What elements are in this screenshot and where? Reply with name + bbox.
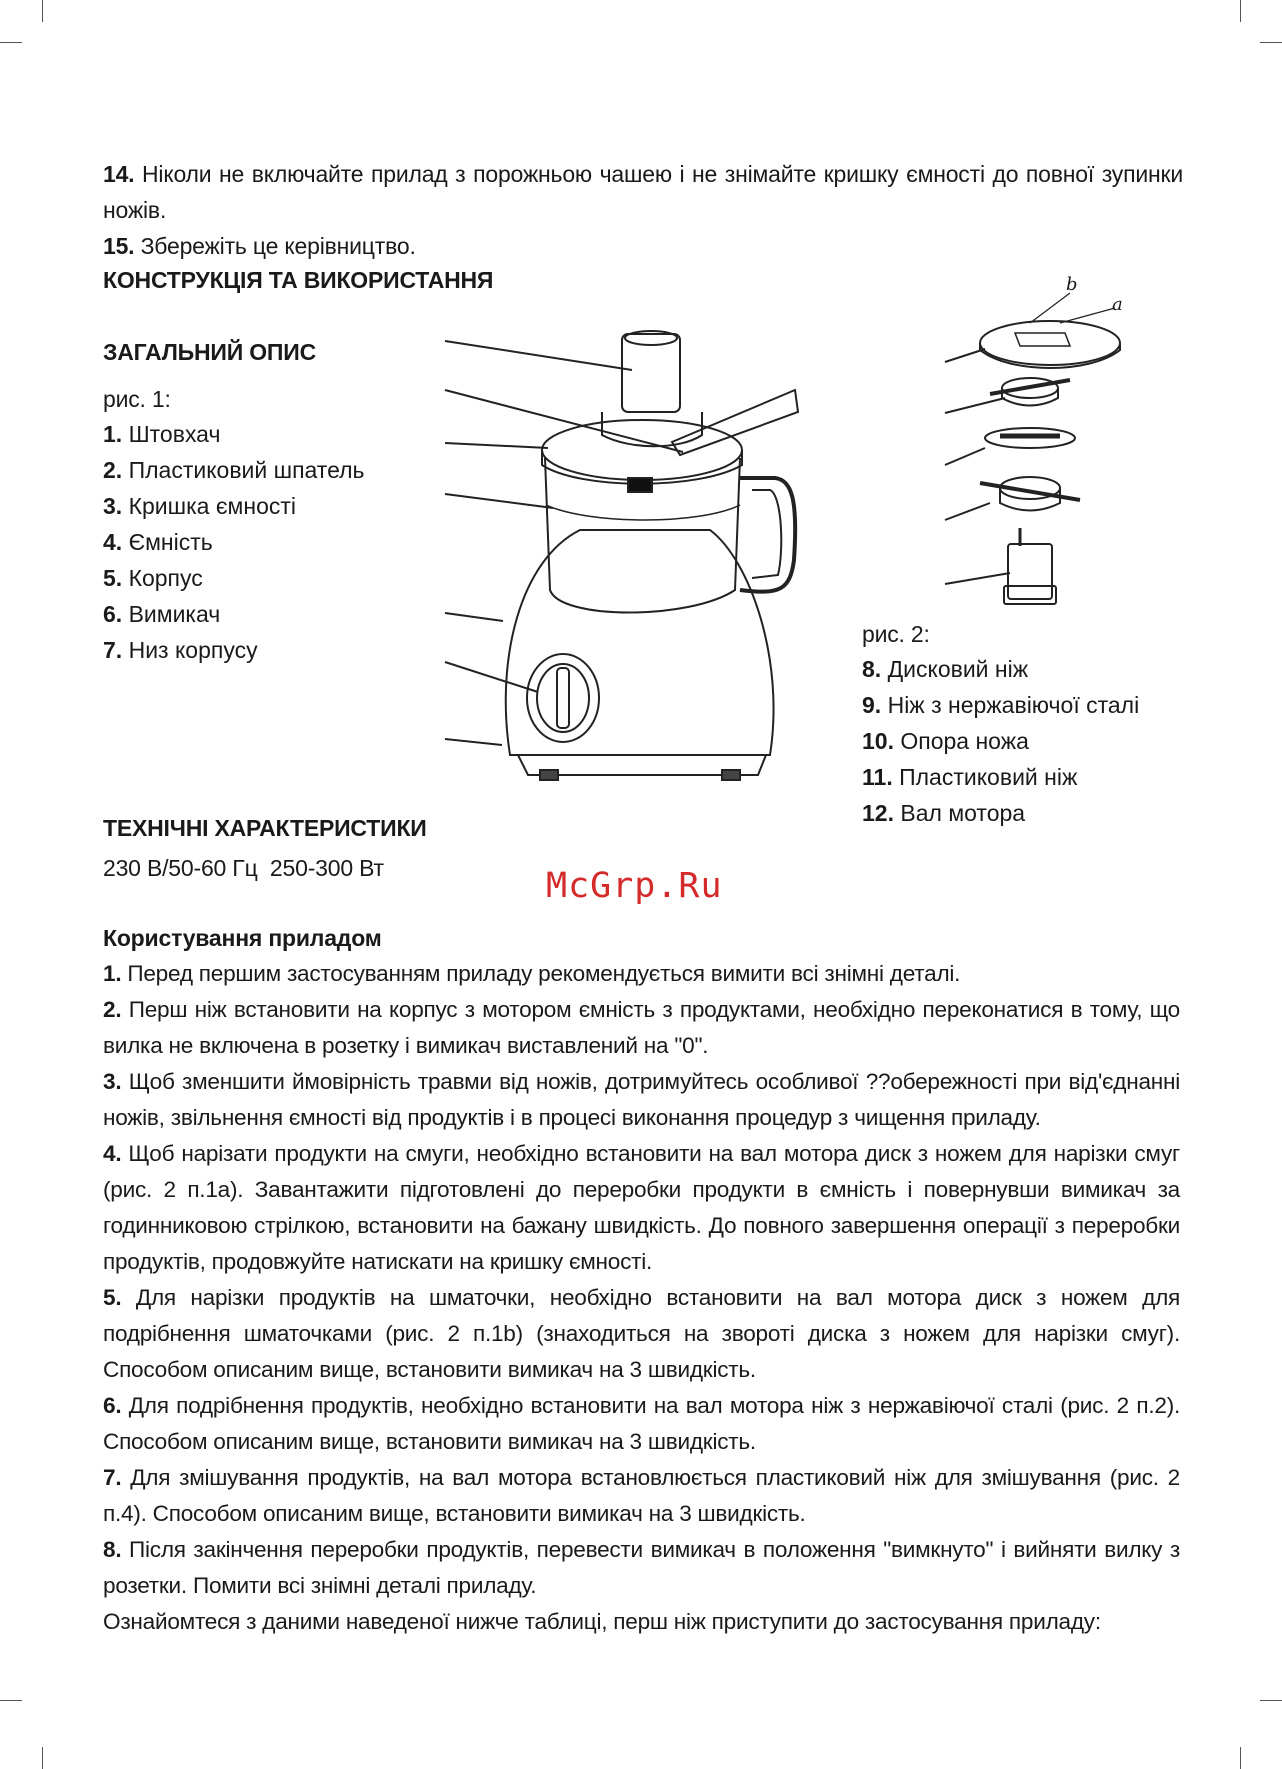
lid-lock bbox=[628, 478, 652, 492]
usage-step-7: 7. Для змішування продуктів, на вал мотора встановлюється пластиковий ніж для змішування (рис. 2 п.4). Способом описаним вище, встановити вимикач на 3 швидкість. bbox=[103, 1465, 1180, 1526]
leader-line-12 bbox=[945, 573, 1010, 584]
item-number: 14. bbox=[103, 161, 135, 187]
usage-step-6: 6. Для подрібнення продуктів, необхідно встановити на вал мотора ніж з нержавіючої сталі (рис. 2 п.2). Способом описаним вище, встановити вимикач на 3 швидкість. bbox=[103, 1393, 1180, 1454]
usage-step-2: 2. Перш ніж встановити на корпус з мотором ємність з продуктами, необхідно переконатися в тому, що вилка не включена в розетку і вимикач виставлений на "0". bbox=[103, 997, 1181, 1058]
food-processor-illustration bbox=[440, 330, 800, 790]
list-item: 10. Опора ножа bbox=[862, 728, 1029, 754]
crop-mark-bottom-left-v bbox=[42, 1747, 43, 1769]
list-item: 5. Корпус bbox=[103, 565, 203, 591]
specs-value: 230 В/50-60 Гц 250-300 Вт bbox=[103, 855, 384, 881]
section-title: КОНСТРУКЦІЯ ТА ВИКОРИСТАННЯ bbox=[103, 267, 494, 293]
disc-blade bbox=[980, 321, 1120, 365]
list-item: 4. Ємність bbox=[103, 529, 213, 555]
list-item: 7. Низ корпусу bbox=[103, 637, 258, 663]
list-item: 9. Ніж з нержавіючої сталі bbox=[862, 692, 1140, 718]
usage-closing: Ознайомтеся з даними наведеної нижче таблиці, перш ніж приступити до застосування приладу: bbox=[103, 1609, 1101, 1634]
usage-heading: Користування приладом bbox=[103, 925, 382, 951]
crop-mark-top-right-h bbox=[1260, 42, 1282, 43]
safety-item-15 bbox=[103, 228, 416, 264]
leader-line-4 bbox=[445, 494, 553, 508]
bowl-lid bbox=[542, 420, 742, 480]
crop-mark-bottom-right-h bbox=[1260, 1700, 1282, 1701]
leader-line-3 bbox=[445, 443, 548, 448]
fig1-label: рис. 1: bbox=[103, 386, 171, 412]
watermark: McGrp.Ru bbox=[546, 866, 723, 906]
feed-tube bbox=[602, 412, 702, 446]
crop-mark-bottom-left-h bbox=[0, 1700, 22, 1701]
base-foot bbox=[540, 770, 558, 780]
item-text: Ніколи не включайте прилад з порожньою чашею і не знімайте кришку ємності до повної зупинки ножів. bbox=[103, 161, 1183, 223]
motor-base bbox=[506, 530, 774, 755]
leader-line-6 bbox=[445, 662, 538, 692]
accessories-illustration bbox=[930, 278, 1130, 608]
fig2-label-b: b bbox=[1066, 274, 1078, 295]
general-heading: ЗАГАЛЬНИЙ ОПИС bbox=[103, 339, 316, 365]
crop-mark-top-left-h bbox=[0, 42, 22, 43]
list-item: 1. Штовхач bbox=[103, 421, 221, 447]
leader-line-9 bbox=[945, 398, 1005, 413]
base-foot bbox=[722, 770, 740, 780]
crop-mark-bottom-right-v bbox=[1240, 1747, 1241, 1769]
crop-mark-top-left-v bbox=[42, 0, 43, 22]
leader-line-8 bbox=[945, 349, 985, 362]
fig2-label-a: a bbox=[1112, 294, 1123, 315]
list-item: 3. Кришка ємності bbox=[103, 493, 297, 519]
item-text: Збережіть це керівництво. bbox=[140, 233, 416, 259]
list-item: 8. Дисковий ніж bbox=[862, 656, 1029, 682]
leader-line-10 bbox=[945, 448, 985, 465]
crop-mark-top-right-v bbox=[1240, 0, 1241, 22]
safety-item-14 bbox=[103, 156, 1183, 228]
bowl-handle bbox=[740, 478, 795, 592]
fig2-label: рис. 2: bbox=[862, 621, 930, 647]
leader-line-11 bbox=[945, 503, 990, 520]
list-item: 12. Вал мотора bbox=[862, 800, 1026, 826]
usage-step-3: 3. Щоб зменшити ймовірність травми від ножів, дотримуйтесь особливої ??обережності при від'єднанні ножів, звільнення ємності від продуктів і в процесі виконання процедур з чищення приладу. bbox=[103, 1069, 1180, 1130]
spatula bbox=[672, 390, 798, 455]
list-item: 2. Пластиковий шпатель bbox=[103, 457, 365, 483]
usage-step-8: 8. Після закінчення переробки продуктів, перевести вимикач в положення "вимкнуто" і вийняти вилку з розетки. Помити всі знімні деталі приладу. bbox=[103, 1537, 1180, 1598]
leader-line-7 bbox=[445, 739, 502, 745]
specs-heading: ТЕХНІЧНІ ХАРАКТЕРИСТИКИ bbox=[103, 815, 427, 841]
item-number: 15. bbox=[103, 233, 135, 259]
usage-step-5: 5. Для нарізки продуктів на шматочки, необхідно встановити на вал мотора диск з ножем для подрібнення шматочками (рис. 2 п.1b) (знаходиться на звороті диска з ножем для нарізки смуг). Способом описаним вище, встановити вимикач на 3 швидкість. bbox=[103, 1285, 1180, 1382]
leader-line-1 bbox=[445, 341, 632, 370]
usage-step-4: 4. Щоб нарізати продукти на смуги, необхідно встановити на вал мотора диск з ножем для нарізки смуг (рис. 2 п.1а). Завантажити підготовлені до переробки продукти в ємність і повернувши вимикач за годинниковою стрілкою, встановити на бажану швидкість. До повного завершення операції з переробки продуктів, продовжуйте натискати на кришку ємності. bbox=[103, 1141, 1180, 1274]
leader-line-5 bbox=[445, 613, 503, 621]
fig2-parts-list bbox=[862, 651, 1139, 831]
fig1-parts-list bbox=[103, 416, 365, 668]
usage-step-1: 1. Перед першим застосуванням приладу рекомендується вимити всі знімні деталі. bbox=[103, 961, 961, 986]
list-item: 11. Пластиковий ніж bbox=[862, 764, 1078, 790]
list-item: 6. Вимикач bbox=[103, 601, 221, 627]
